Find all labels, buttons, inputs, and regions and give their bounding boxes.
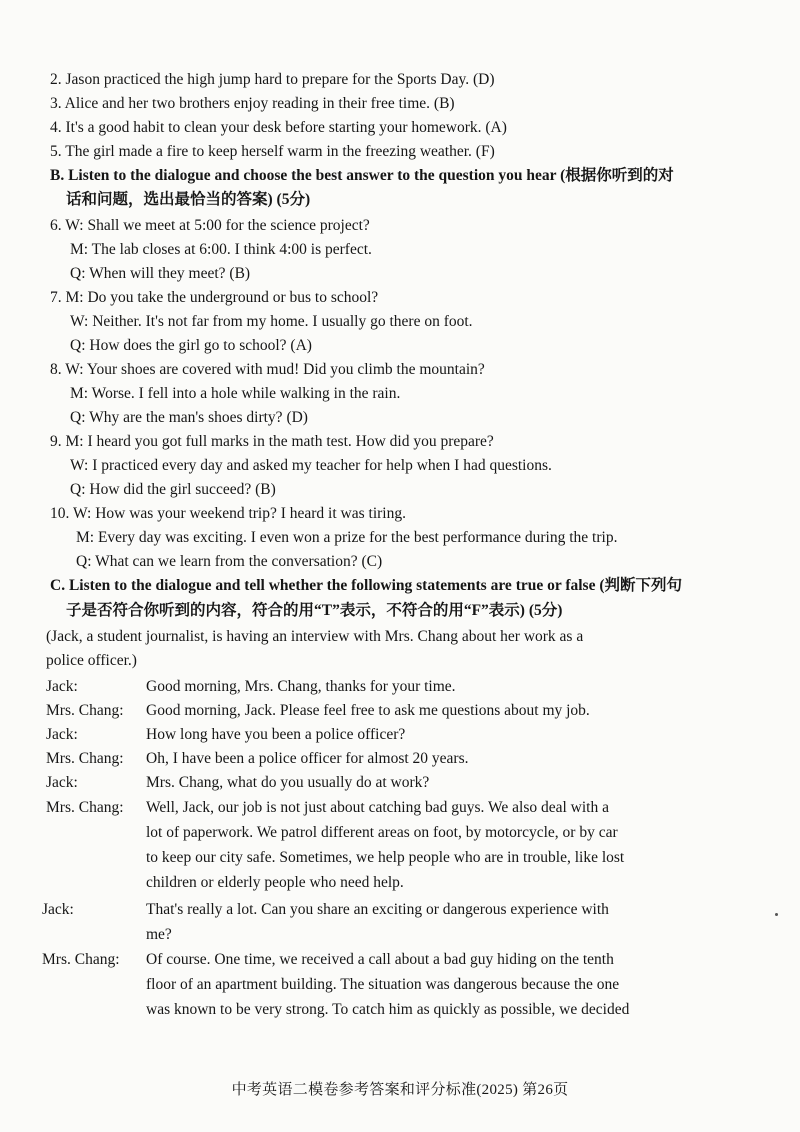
dialogue-7-line-2: W: Neither. It's not far from my home. I usually go there on foot. [70,313,473,330]
section-c-title-cont: 子是否符合你听到的内容，符合的用“T”表示，不符合的用“F”表示) (5分) [66,602,563,619]
interview-line: That's really a lot. Can you share an exciting or dangerous experience with [146,901,609,918]
speaker-label: Jack: [46,726,78,743]
interview-line: How long have you been a police officer? [146,726,406,743]
dialogue-10-line-1: 10. W: How was your weekend trip? I heard it was tiring. [50,505,406,522]
dialogue-9-question: Q: How did the girl succeed? (B) [70,481,276,498]
interview-line: Good morning, Jack. Please feel free to ask me questions about my job. [146,702,590,719]
interview-line: Mrs. Chang, what do you usually do at work? [146,774,430,791]
section-c-intro: (Jack, a student journalist, is having an interview with Mrs. Chang about her work as a [46,628,584,645]
interview-line: me? [146,926,172,943]
page-footer: 中考英语二模卷参考答案和评分标准(2025) 第26页 [231,1082,569,1098]
interview-line: was known to be very strong. To catch him as quickly as possible, we decided [146,1001,630,1018]
interview-line: lot of paperwork. We patrol different areas on foot, by motorcycle, or by car [146,824,618,841]
section-b-title: B. Listen to the dialogue and choose the best answer to the question you hear (根据你听到的对 [50,167,674,184]
dialogue-6-line-2: M: The lab closes at 6:00. I think 4:00 is perfect. [70,241,372,258]
section-b-title-cont: 话和问题，选出最恰当的答案) (5分) [66,191,311,208]
speaker-label: Mrs. Chang: [42,951,120,968]
item-5: 5. The girl made a fire to keep herself warm in the freezing weather. (F) [50,143,495,160]
interview-line: Of course. One time, we received a call about a bad guy hiding on the tenth [146,951,614,968]
dialogue-6-line-1: 6. W: Shall we meet at 5:00 for the science project? [50,217,370,234]
section-c-intro-cont: police officer.) [46,652,137,669]
interview-line: Well, Jack, our job is not just about catching bad guys. We also deal with a [146,799,609,816]
speaker-label: Jack: [46,774,78,791]
section-c-title: C. Listen to the dialogue and tell whether the following statements are true or false (判断下列句 [50,577,682,594]
item-4: 4. It's a good habit to clean your desk before starting your homework. (A) [50,119,507,136]
speaker-label: Mrs. Chang: [46,750,124,767]
dialogue-9-line-1: 9. M: I heard you got full marks in the math test. How did you prepare? [50,433,494,450]
dialogue-8-line-2: M: Worse. I fell into a hole while walking in the rain. [70,385,401,402]
dialogue-7-question: Q: How does the girl go to school? (A) [70,337,312,354]
speaker-label: Jack: [46,678,78,695]
dialogue-9-line-2: W: I practiced every day and asked my teacher for help when I had questions. [70,457,552,474]
interview-line: children or elderly people who need help. [146,874,404,891]
dialogue-8-question: Q: Why are the man's shoes dirty? (D) [70,409,308,426]
speaker-label: Mrs. Chang: [46,799,124,816]
dialogue-8-line-1: 8. W: Your shoes are covered with mud! Did you climb the mountain? [50,361,485,378]
dialogue-10-question: Q: What can we learn from the conversation? (C) [76,553,383,570]
interview-line: Good morning, Mrs. Chang, thanks for your time. [146,678,456,695]
interview-line: to keep our city safe. Sometimes, we help people who are in trouble, like lost [146,849,625,866]
interview-line: floor of an apartment building. The situation was dangerous because the one [146,976,620,993]
speaker-label: Mrs. Chang: [46,702,124,719]
speaker-label: Jack: [42,901,74,918]
item-2: 2. Jason practiced the high jump hard to prepare for the Sports Day. (D) [50,71,495,88]
dialogue-6-question: Q: When will they meet? (B) [70,265,251,282]
dialogue-10-line-2: M: Every day was exciting. I even won a prize for the best performance during the trip. [76,529,618,546]
scan-speck [775,913,778,916]
item-3: 3. Alice and her two brothers enjoy reading in their free time. (B) [50,95,455,112]
dialogue-7-line-1: 7. M: Do you take the underground or bus to school? [50,289,379,306]
interview-line: Oh, I have been a police officer for almost 20 years. [146,750,469,767]
